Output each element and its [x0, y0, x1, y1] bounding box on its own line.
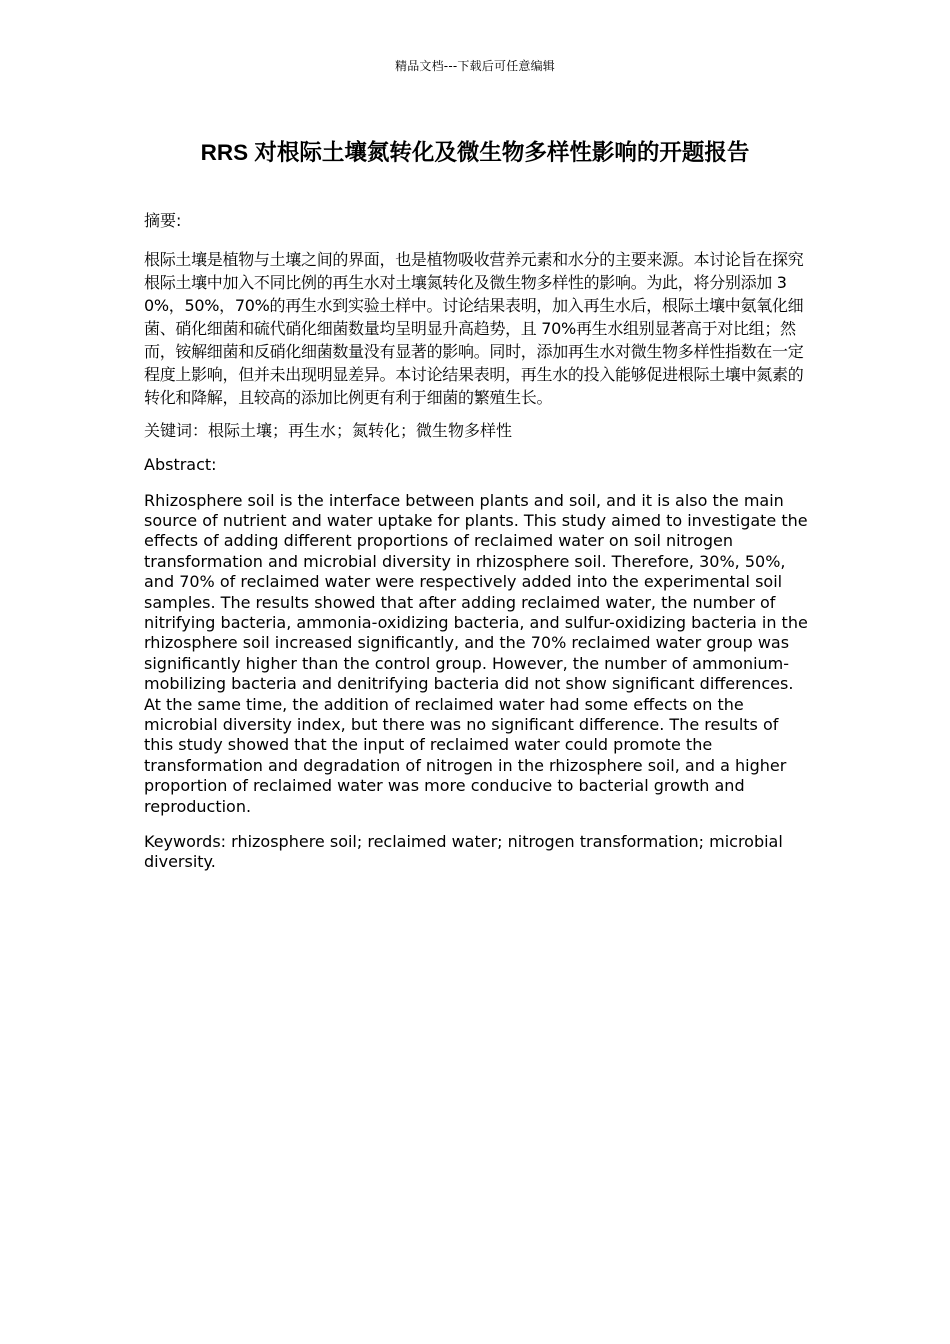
keywords-cn: 关键词：根际土壤；再生水；氮转化；微生物多样性: [144, 420, 513, 440]
abstract-cn-paragraph: 根际土壤是植物与土壤之间的界面，也是植物吸收营养元素和水分的主要来源。本讨论旨在探究根际土壤中加入不同比例的再生水对土壤氮转化及微生物多样性的影响。为此，将分别添加 30%，50%，70%的再生水到实验土样中。讨论结果表明，加入再生水后，根际土壤中氨氧化细菌、硝化细菌和硫代硝化细菌数量均呈明显升高趋势，且 70%再生水组别显著高于对比组；然而，铵解细菌和反硝化细菌数量没有显著的影响。同时，添加再生水对微生物多样性指数在一定程度上影响，但并未出现明显差异。本讨论结果表明，再生水的投入能够促进根际土壤中氮素的转化和降解，且较高的添加比例更有利于细菌的繁殖生长。: [144, 249, 804, 407]
abstract-cn-label: 摘要:: [144, 211, 182, 230]
abstract-en-label: Abstract:: [144, 455, 217, 474]
abstract-en-paragraph: Rhizosphere soil is the interface between plants and soil, and it is also the main source of nutrient and water uptake for plants. This study aimed to investigate the effects of adding different proportions of reclaimed water on soil nitrogen transformation and microbial diversity in rhizosphere soil. Therefore, 30%, 50%, and 70% of reclaimed water were respectively added into the experimental soil samples. The results showed that after adding reclaimed water, the number of nitrifying bacteria, ammonia-oxidizing bacteria, and sulfur-oxidizing bacteria in the rhizosphere soil increased significantly, and the 70% reclaimed water group was significantly higher than the control group. However, the number of ammonium-mobilizing bacteria and denitrifying bacteria did not show significant differences. At the same time, the addition of reclaimed water had some effects on the microbial diversity index, but there was no significant difference. The results of this study showed that the input of reclaimed water could promote the transformation and degradation of nitrogen in the rhizosphere soil, and a higher proportion of reclaimed water was more conducive to bacterial growth and reproduction.: [144, 490, 808, 816]
document-body: [144, 211, 808, 888]
header-note: 精品文档---下载后可任意编辑: [395, 59, 555, 73]
document-title: RRS 对根际土壤氮转化及微生物多样性影响的开题报告: [200, 140, 750, 165]
keywords-en: Keywords: rhizosphere soil; reclaimed water; nitrogen transformation; microbial diversity.: [144, 832, 783, 872]
